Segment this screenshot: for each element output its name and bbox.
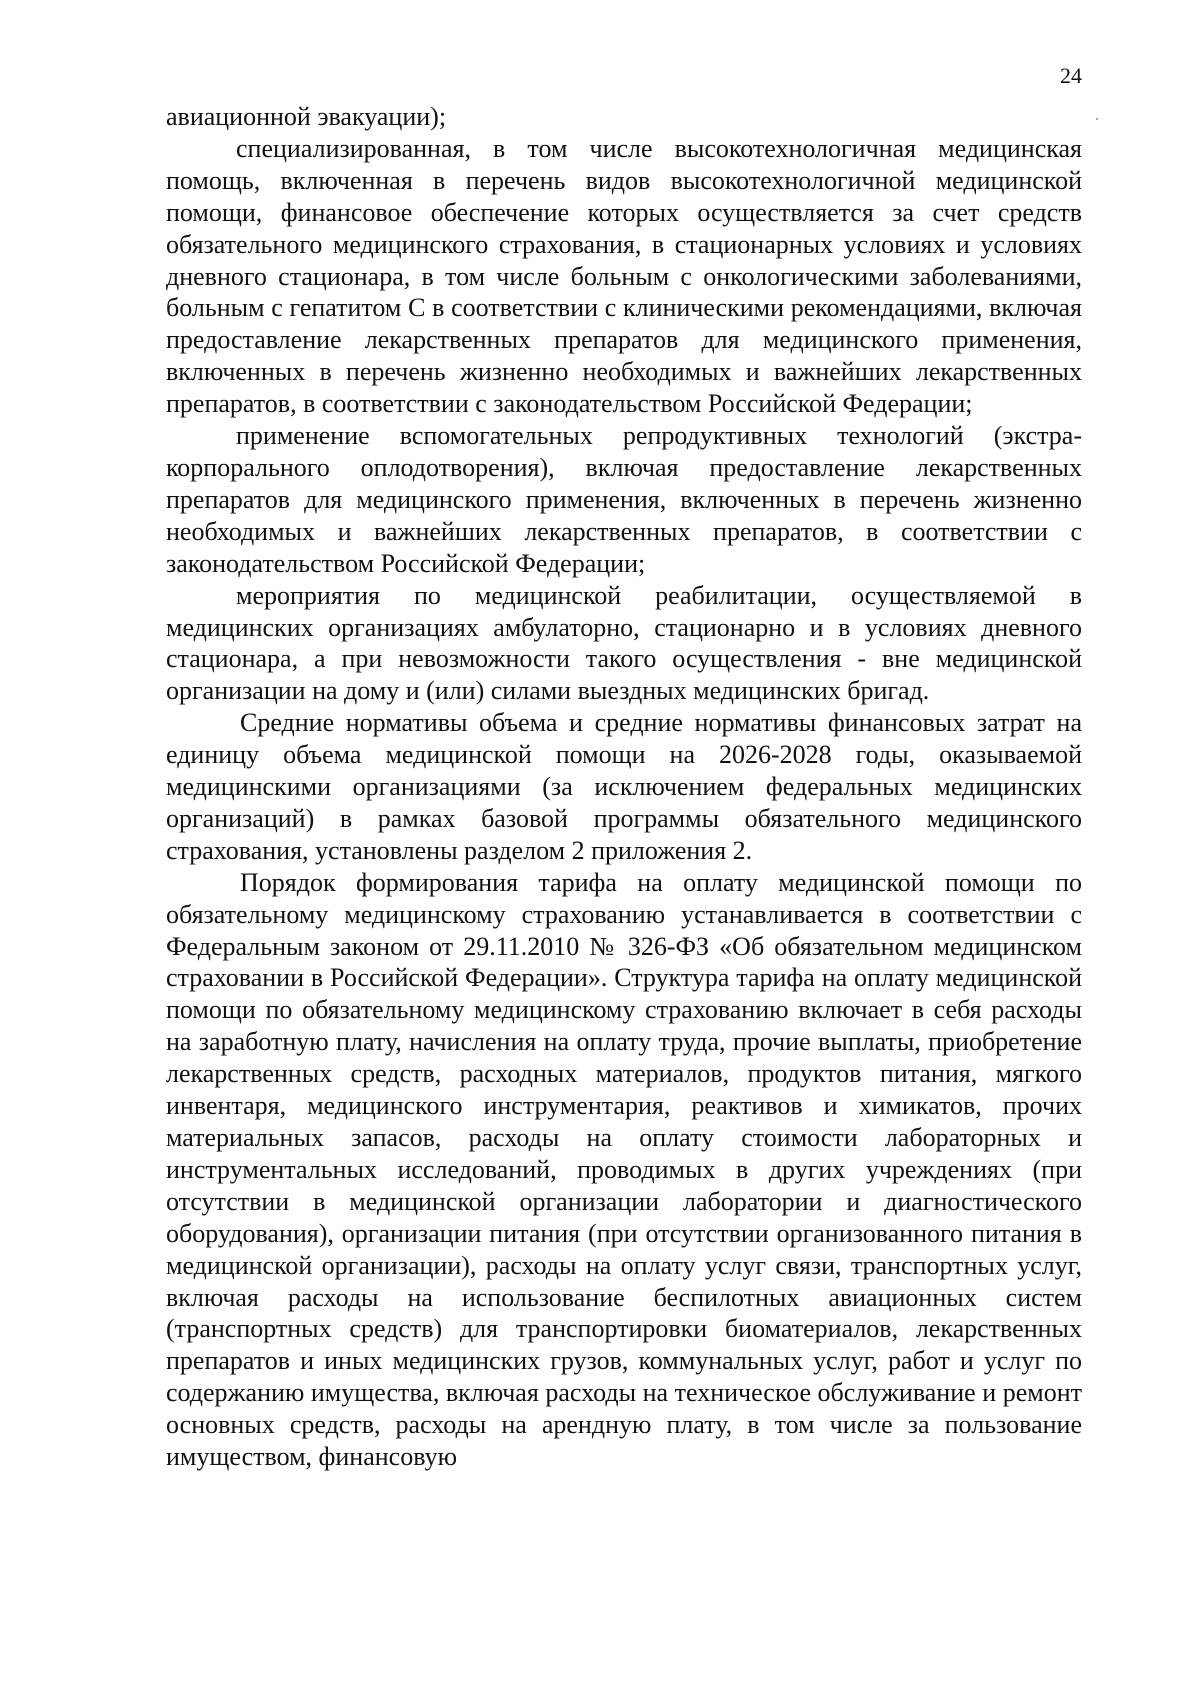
paragraph-average-norms: Средние нормативы объема и средние нормативы финансовых затрат на единицу объема медицинской помощи на 2026-2028 годы, оказываемой медицинскими организациями (за исключением федеральных медицинских организаций) в рамках базовой программы обязательного медицинского страхования, установлены разделом 2 приложения 2. bbox=[166, 708, 1082, 865]
paragraph-specialized-care: специализированная, в том числе высокотехнологичная медицинская помощь, включенная в перечень видов высокотехнологичной медицинской помощи, финансовое обеспечение которых осуществляется за счет средств обязательного медицинского страхования, в стационарных условиях и условиях дневного стационара, в том числе больным с онкологическими заболеваниями, больным с гепатитом С в соответствии с клиническими рекомендациями, включая предоставление лекарственных препаратов для медицинского применения, включенных в перечень жизненно необходимых и важнейших лекарственных препаратов, в соответствии с законодательством Российской Федерации; bbox=[166, 133, 1082, 419]
document-body bbox=[166, 101, 1082, 1473]
paragraph-continuation: авиационной эвакуации); bbox=[166, 102, 447, 131]
page-number: 24 bbox=[1060, 63, 1082, 88]
scan-artifact-dot bbox=[1096, 118, 1098, 120]
paragraph-rehabilitation: мероприятия по медицинской реабилитации, осуществляемой в медицинских организациях амбулаторно, стационарно и в условиях дневного стационара, а при невозможности такого осуществления - вне медицинской организации на дому и (или) силами выездных медицинских бригад. bbox=[166, 580, 1082, 706]
paragraph-tariff-procedure: Порядок формирования тарифа на оплату медицинской помощи по обязательному медицинскому страхованию устанавливается в соответствии с Федеральным законом от 29.11.2010 № 326-ФЗ «Об обязательном медицинском страховании в Российской Федерации». Структура тарифа на оплату медицинской помощи по обязательному медицинскому страхованию включает в себя расходы на заработную плату, начисления на оплату труда, прочие выплаты, приобретение лекарственных средств, расходных материалов, продуктов питания, мягкого инвентаря, медицинского инструментария, реактивов и химикатов, прочих материальных запасов, расходы на оплату стоимости лабораторных и инструментальных исследований, проводимых в других учреждениях (при отсутствии в медицинской организации лаборатории и диагностического оборудования), организации питания (при отсутствии организованного питания в медицинской организации), расходы на оплату услуг связи, транспортных услуг, включая расходы на использование беспилотных авиационных систем (транспортных средств) для транспортировки биоматериалов, лекарственных препаратов и иных медицинских грузов, коммунальных услуг, работ и услуг по содержанию имущества, включая расходы на техническое обслуживание и ремонт основных средств, расходы на арендную плату, в том числе за пользование имуществом, финансовую bbox=[166, 867, 1082, 1472]
paragraph-reproductive-technologies: применение вспомогательных репродуктивных технологий (экстра-корпорального оплодотворения), включая предоставление лекарственных препаратов для медицинского применения, включенных в перечень жизненно необходимых и важнейших лекарственных препаратов, в соответствии с законодательством Российской Федерации; bbox=[166, 421, 1082, 578]
